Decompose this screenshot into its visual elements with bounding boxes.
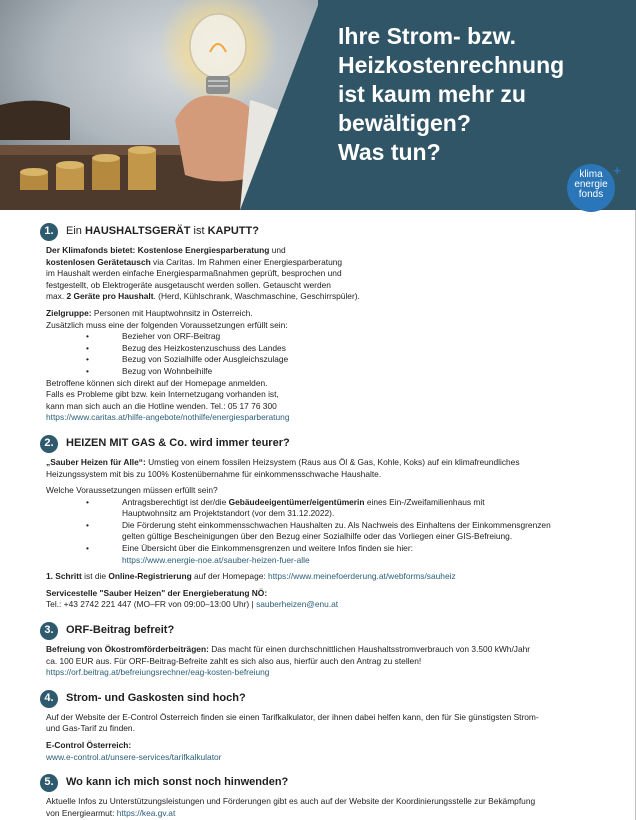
bold-text: Befreiung von Ökostromförderbeiträgen: [46, 644, 209, 655]
phone-text: Tel.: +43 2742 221 447 (MO–FR von 09:00–13:00 Uhr) | [46, 599, 257, 610]
bullet-item [46, 497, 606, 509]
bullet-item: • Bezug von Wohnbeihilfe [46, 366, 606, 378]
text: auf der Homepage: [191, 571, 269, 582]
text: via Caritas. Im Rahmen einer Energiesparberatung [150, 256, 343, 267]
registration-link[interactable]: https://www.meinefoerderung.at/webforms/sauheiz [268, 571, 456, 582]
target-group [46, 308, 606, 320]
text: eines Ein-/Zweifamilienhaus mit [364, 496, 485, 507]
text: max. [46, 291, 67, 302]
text-line: Betroffene können sich direkt auf der Homepage anmelden. [46, 377, 268, 388]
text: von Energiearmut: [46, 807, 117, 818]
headline [338, 22, 628, 167]
text-line: Auf der Website der E-Control Österreich finden sie einen Tarifkalkulator, der ihnen dabei helfen kann, den für Sie günstigsten Strom- [46, 711, 539, 722]
headline-line-4: bewältigen? [338, 110, 471, 136]
bold-text: Online-Registrierung [108, 571, 192, 582]
bold-text: 1. Schritt [46, 571, 82, 582]
econtrol-heading: E-Control Österreich: [46, 740, 132, 750]
section-number-5: 5. [40, 774, 58, 792]
contact-line [46, 599, 606, 611]
bullet-item: • Bezieher von ORF-Beitrag [46, 331, 606, 343]
section-number-2: 2. [40, 435, 58, 453]
text-line: und Gas-Tarif zu finden. [46, 723, 135, 734]
text: Umstieg von einem fossilen Heizsystem (Raus aus Öl & Gas, Kohle, Koks) auf ein klimafreundliches [145, 456, 520, 467]
title-part: KAPUTT? [207, 225, 259, 238]
text-line: Welche Voraussetzungen müssen erfüllt sein? [46, 485, 218, 496]
text-line: Heizungssystem mit bis zu 100% Kostenübernahme für einkommensschwache Haushalte. [46, 468, 382, 479]
email-link[interactable]: sauberheizen@enu.at [256, 599, 339, 610]
text-line: Falls es Probleme gibt bzw. kein Internetzugang vorhanden ist, [46, 389, 279, 400]
section-3-title [40, 621, 606, 641]
text: Antragsberechtigt ist der/die [122, 496, 229, 507]
headline-line-5: Was tun? [338, 139, 441, 165]
section-1 [46, 222, 606, 424]
text-line [46, 808, 606, 820]
service-heading: Servicestelle "Sauber Heizen" der Energieberatung NÖ: [46, 587, 268, 598]
bold-text: 2 Geräte pro Haushalt [66, 291, 154, 302]
text: Personen mit Hauptwohnsitz in Österreich. [91, 307, 253, 318]
headline-line-1: Ihre Strom- bzw. [338, 23, 517, 49]
paragraph [46, 257, 606, 269]
title-part: HAUSHALTSGERÄT [84, 225, 191, 238]
section-4-title [40, 689, 606, 709]
title-part: ist [190, 225, 208, 238]
logo-line-2: energie [574, 179, 608, 190]
section-5-heading: Wo kann ich mich sonst noch hinwenden? [66, 776, 289, 789]
section-3 [46, 621, 606, 679]
text-line: festgestellt, ob Elektrogeräte ausgetauscht werden sollen. Getauscht werden [46, 279, 331, 290]
logo-plus: + [613, 163, 621, 178]
paragraph [46, 245, 606, 257]
section-1-title [40, 222, 606, 242]
klimafonds-logo [567, 163, 621, 212]
logo-line-1: klima [579, 169, 603, 180]
section-number-3: 3. [40, 622, 58, 640]
orf-link[interactable]: https://orf.beitrag.at/befreiungsrechner/eag-kosten-befreiung [46, 667, 270, 678]
bullet-item: • Bezug des Heizkostenzuschuss des Landes [46, 343, 606, 355]
bold-text: Gebäudeeigentümer/eigentümerin [228, 496, 365, 507]
section-2 [46, 434, 606, 611]
paragraph [46, 644, 606, 656]
step-line [46, 571, 606, 583]
headline-line-2: Heizkostenrechnung [338, 52, 565, 78]
section-4 [46, 689, 606, 763]
section-5 [46, 773, 606, 819]
section-2-title [40, 434, 606, 454]
text-line: gelten gültige Bescheinigungen über den Bezug einer Sozialhilfe oder das Vorliegen einer GIS-Befreiung. [122, 531, 513, 542]
text-line: Zusätzlich muss eine der folgenden Voraussetzungen erfüllt sein: [46, 319, 288, 330]
caritas-link[interactable]: https://www.caritas.at/hilfe-angebote/nothilfe/energiesparberatung [46, 412, 290, 423]
paragraph [46, 457, 606, 469]
text: und [269, 245, 286, 255]
kea-link[interactable]: https://kea.gv.at [116, 807, 176, 818]
bold-text: Zielgruppe: [46, 307, 92, 318]
bullet-item: • Die Förderung steht einkommensschwachen Haushalten zu. Als Nachweis des Einhaltens der Einkommensgrenzen [46, 520, 606, 532]
text: ist die [81, 571, 109, 582]
bullet-item: • Bezug von Sozialhilfe oder Ausgleichszulage [46, 354, 606, 366]
headline-line-3: ist kaum mehr zu [338, 81, 526, 107]
paragraph [46, 291, 606, 303]
title-part: Ein [66, 225, 85, 238]
text: Das macht für einen durchschnittlichen Haushaltsstromverbrauch von 3.500 kWh/Jahr [208, 644, 531, 655]
text-line: kann man sich auch an die Hotline wenden. Tel.: 05 17 76 300 [46, 400, 277, 411]
section-number-4: 4. [40, 690, 58, 708]
text-line: im Haushalt werden einfache Energiesparmaßnahmen geprüft, besprochen und [46, 268, 342, 279]
bullet-item: • Eine Übersicht über die Einkommensgrenzen und weitere Infos finden sie hier: [46, 543, 606, 555]
header-banner [0, 0, 636, 210]
section-2-heading: HEIZEN MIT GAS & Co. wird immer teurer? [66, 437, 290, 450]
econtrol-link[interactable]: www.e-control.at/unsere-services/tarifkalkulator [46, 751, 222, 762]
bold-text: Der Klimafonds bietet: Kostenlose Energiesparberatung [46, 245, 270, 255]
section-4-heading: Strom- und Gaskosten sind hoch? [66, 692, 246, 705]
text: . (Herd, Kühlschrank, Waschmaschine, Geschirrspüler). [153, 291, 360, 302]
content [46, 222, 606, 819]
text-line: Aktuelle Infos zu Unterstützungsleistungen und Förderungen gibt es auch auf der Website der Koordinierungsstelle zur Bekämpfung [46, 796, 536, 807]
section-number-1: 1. [40, 223, 58, 241]
logo-line-3: fonds [578, 189, 604, 200]
text-line: Hauptwohnsitz am Projektstandort (vor dem 31.12.2022). [122, 508, 335, 519]
bold-text: kostenlosen Gerätetausch [46, 256, 151, 267]
section-5-title [40, 773, 606, 793]
bold-text: „Sauber Heizen für Alle“: [46, 456, 146, 467]
energie-noe-link[interactable]: https://www.energie-noe.at/sauber-heizen-fuer-alle [122, 554, 310, 565]
text-line: ca. 100 EUR aus. Für ORF-Beitrag-Befreite zahlt es sich also aus, hierfür auch den Antrag zu stellen! [46, 655, 422, 666]
section-3-heading: ORF-Beitrag befreit? [66, 624, 175, 637]
